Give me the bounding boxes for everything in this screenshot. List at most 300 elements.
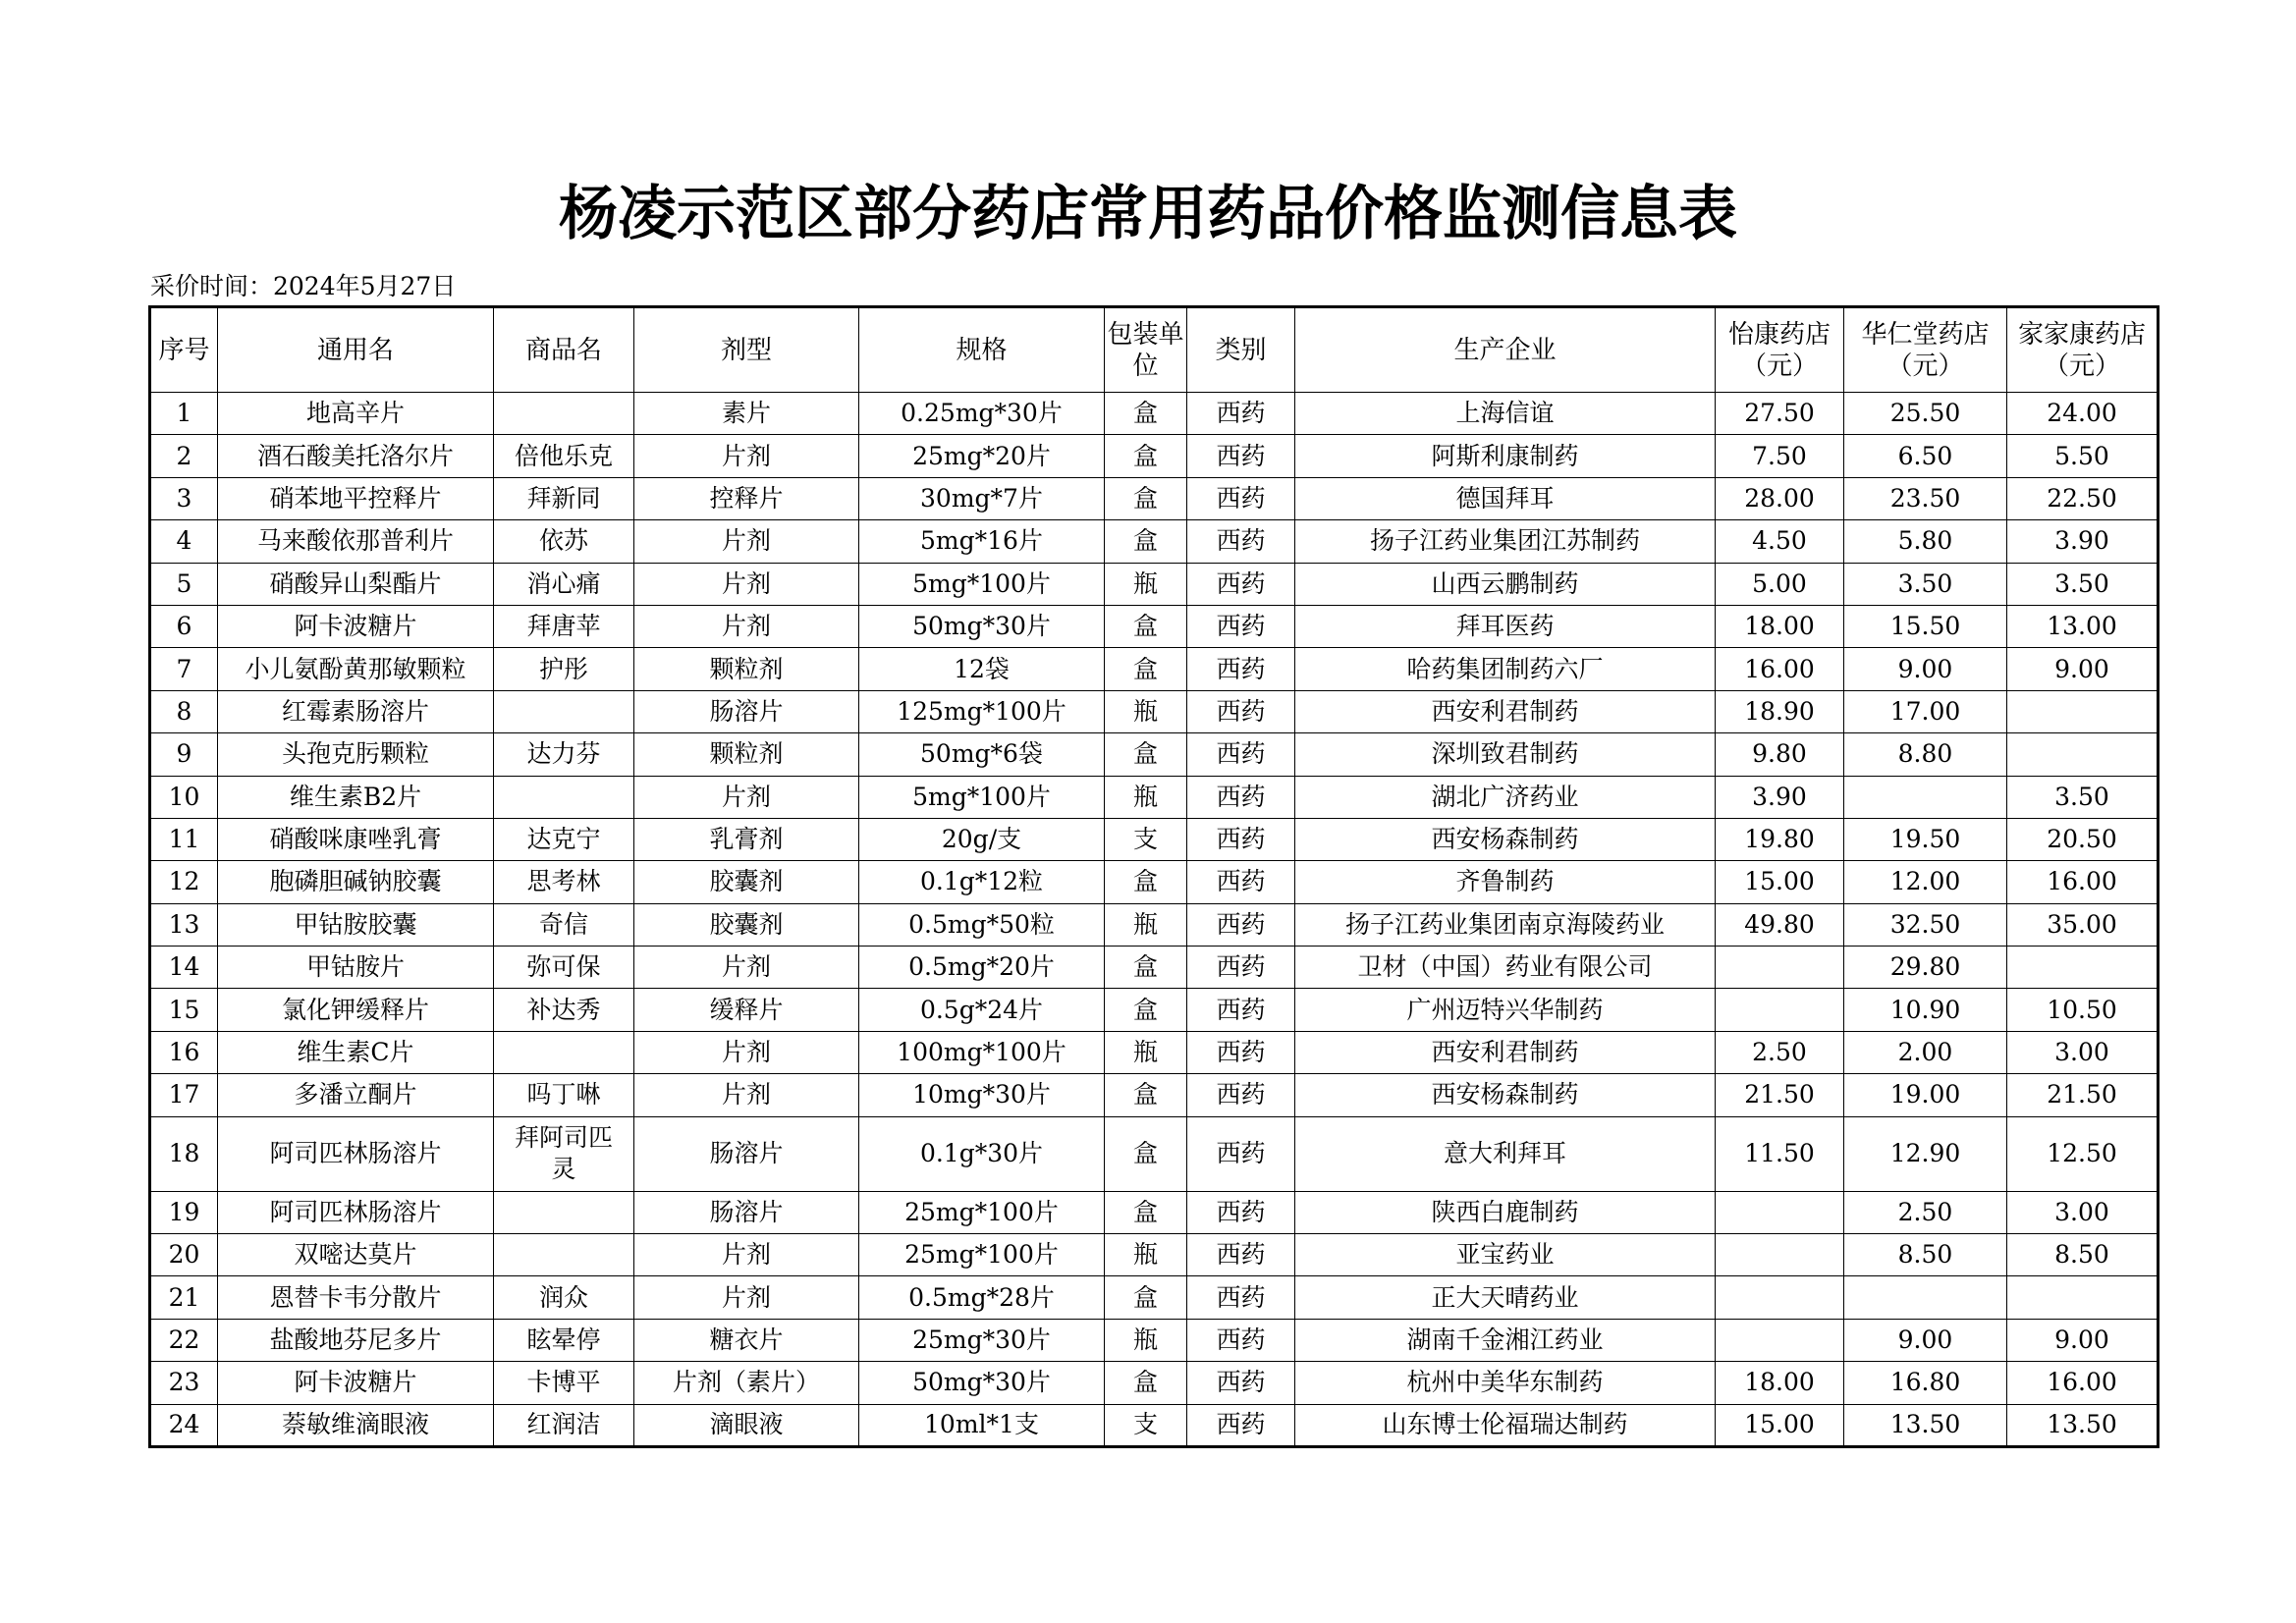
cell-dosage-form: 颗粒剂 <box>634 733 859 776</box>
cell-category: 西药 <box>1187 1116 1295 1191</box>
cell-price-yikang <box>1716 947 1844 989</box>
cell-specification: 30mg*7片 <box>859 477 1105 519</box>
cell-price-jiajiakang: 13.50 <box>2007 1404 2159 1446</box>
cell-dosage-form: 胶囊剂 <box>634 903 859 946</box>
cell-brand-name: 吗丁啉 <box>494 1074 634 1116</box>
cell-brand-name: 红润洁 <box>494 1404 634 1446</box>
cell-price-huarentang: 12.00 <box>1844 861 2007 903</box>
cell-price-jiajiakang: 35.00 <box>2007 903 2159 946</box>
table-row <box>150 1362 2159 1404</box>
cell-dosage-form: 胶囊剂 <box>634 861 859 903</box>
cell-specification: 0.1g*12粒 <box>859 861 1105 903</box>
cell-generic-name: 硝苯地平控释片 <box>218 477 494 519</box>
cell-generic-name: 多潘立酮片 <box>218 1074 494 1116</box>
cell-generic-name: 阿卡波糖片 <box>218 1362 494 1404</box>
cell-specification: 100mg*100片 <box>859 1031 1105 1073</box>
cell-price-jiajiakang: 9.00 <box>2007 648 2159 690</box>
cell-specification: 0.1g*30片 <box>859 1116 1105 1191</box>
cell-dosage-form: 糖衣片 <box>634 1319 859 1361</box>
cell-generic-name: 恩替卡韦分散片 <box>218 1276 494 1319</box>
cell-index: 24 <box>150 1404 218 1446</box>
cell-specification: 50mg*6袋 <box>859 733 1105 776</box>
cell-manufacturer: 齐鲁制药 <box>1295 861 1716 903</box>
cell-price-huarentang: 6.50 <box>1844 435 2007 477</box>
cell-package-unit: 盒 <box>1105 393 1187 435</box>
table-row <box>150 1404 2159 1446</box>
cell-brand-name: 补达秀 <box>494 989 634 1031</box>
cell-brand-name <box>494 393 634 435</box>
cell-specification: 0.25mg*30片 <box>859 393 1105 435</box>
cell-manufacturer: 西安利君制药 <box>1295 1031 1716 1073</box>
cell-specification: 12袋 <box>859 648 1105 690</box>
cell-category: 西药 <box>1187 1404 1295 1446</box>
table-row <box>150 1074 2159 1116</box>
cell-price-jiajiakang <box>2007 1276 2159 1319</box>
cell-category: 西药 <box>1187 818 1295 860</box>
cell-category: 西药 <box>1187 733 1295 776</box>
cell-price-huarentang <box>1844 1276 2007 1319</box>
cell-price-huarentang: 12.90 <box>1844 1116 2007 1191</box>
cell-category: 西药 <box>1187 861 1295 903</box>
cell-price-yikang <box>1716 1191 1844 1233</box>
cell-dosage-form: 片剂（素片） <box>634 1362 859 1404</box>
cell-index: 5 <box>150 563 218 605</box>
cell-specification: 0.5mg*28片 <box>859 1276 1105 1319</box>
cell-price-jiajiakang: 16.00 <box>2007 861 2159 903</box>
cell-generic-name: 小儿氨酚黄那敏颗粒 <box>218 648 494 690</box>
cell-price-jiajiakang: 3.90 <box>2007 520 2159 563</box>
header-category: 类别 <box>1187 307 1295 393</box>
table-row <box>150 947 2159 989</box>
cell-manufacturer: 拜耳医药 <box>1295 605 1716 647</box>
price-check-date: 采价时间：2024年5月27日 <box>150 272 457 300</box>
cell-package-unit: 盒 <box>1105 1116 1187 1191</box>
cell-index: 7 <box>150 648 218 690</box>
cell-price-yikang: 19.80 <box>1716 818 1844 860</box>
table-row <box>150 1191 2159 1233</box>
table-row <box>150 818 2159 860</box>
cell-manufacturer: 卫材（中国）药业有限公司 <box>1295 947 1716 989</box>
table-row <box>150 1319 2159 1361</box>
cell-price-yikang: 2.50 <box>1716 1031 1844 1073</box>
cell-package-unit: 瓶 <box>1105 776 1187 818</box>
cell-category: 西药 <box>1187 520 1295 563</box>
cell-price-jiajiakang <box>2007 947 2159 989</box>
cell-specification: 20g/支 <box>859 818 1105 860</box>
cell-specification: 0.5mg*20片 <box>859 947 1105 989</box>
cell-manufacturer: 意大利拜耳 <box>1295 1116 1716 1191</box>
table-body <box>150 393 2159 1447</box>
cell-index: 10 <box>150 776 218 818</box>
cell-brand-name <box>494 776 634 818</box>
table-row <box>150 690 2159 732</box>
cell-category: 西药 <box>1187 435 1295 477</box>
cell-brand-name: 倍他乐克 <box>494 435 634 477</box>
table-row <box>150 776 2159 818</box>
cell-price-yikang: 7.50 <box>1716 435 1844 477</box>
cell-category: 西药 <box>1187 1362 1295 1404</box>
cell-specification: 10ml*1支 <box>859 1404 1105 1446</box>
cell-price-yikang: 18.00 <box>1716 605 1844 647</box>
cell-price-jiajiakang: 3.00 <box>2007 1031 2159 1073</box>
table-row <box>150 903 2159 946</box>
cell-manufacturer: 正大天晴药业 <box>1295 1276 1716 1319</box>
cell-price-yikang: 15.00 <box>1716 1404 1844 1446</box>
cell-price-huarentang: 19.50 <box>1844 818 2007 860</box>
cell-category: 西药 <box>1187 393 1295 435</box>
cell-dosage-form: 肠溶片 <box>634 1116 859 1191</box>
cell-brand-name <box>494 690 634 732</box>
cell-manufacturer: 陕西白鹿制药 <box>1295 1191 1716 1233</box>
cell-generic-name: 双嘧达莫片 <box>218 1234 494 1276</box>
table-row <box>150 1116 2159 1191</box>
cell-category: 西药 <box>1187 776 1295 818</box>
cell-index: 18 <box>150 1116 218 1191</box>
cell-price-yikang: 28.00 <box>1716 477 1844 519</box>
cell-price-huarentang: 2.50 <box>1844 1191 2007 1233</box>
cell-manufacturer: 杭州中美华东制药 <box>1295 1362 1716 1404</box>
cell-price-jiajiakang: 24.00 <box>2007 393 2159 435</box>
cell-generic-name: 维生素C片 <box>218 1031 494 1073</box>
cell-price-yikang: 11.50 <box>1716 1116 1844 1191</box>
cell-manufacturer: 上海信谊 <box>1295 393 1716 435</box>
cell-package-unit: 盒 <box>1105 520 1187 563</box>
cell-price-jiajiakang: 12.50 <box>2007 1116 2159 1191</box>
cell-package-unit: 盒 <box>1105 435 1187 477</box>
cell-price-yikang <box>1716 1234 1844 1276</box>
cell-manufacturer: 德国拜耳 <box>1295 477 1716 519</box>
cell-dosage-form: 片剂 <box>634 776 859 818</box>
cell-index: 22 <box>150 1319 218 1361</box>
cell-specification: 125mg*100片 <box>859 690 1105 732</box>
cell-price-yikang: 4.50 <box>1716 520 1844 563</box>
cell-index: 4 <box>150 520 218 563</box>
cell-price-jiajiakang <box>2007 690 2159 732</box>
cell-category: 西药 <box>1187 477 1295 519</box>
table-row <box>150 563 2159 605</box>
cell-price-yikang <box>1716 1319 1844 1361</box>
cell-price-huarentang: 13.50 <box>1844 1404 2007 1446</box>
cell-brand-name: 拜阿司匹灵 <box>494 1116 634 1191</box>
cell-price-huarentang: 9.00 <box>1844 648 2007 690</box>
cell-generic-name: 甲钴胺胶囊 <box>218 903 494 946</box>
header-dosage-form: 剂型 <box>634 307 859 393</box>
cell-brand-name: 思考林 <box>494 861 634 903</box>
cell-brand-name: 眩晕停 <box>494 1319 634 1361</box>
cell-price-jiajiakang: 22.50 <box>2007 477 2159 519</box>
cell-generic-name: 盐酸地芬尼多片 <box>218 1319 494 1361</box>
cell-category: 西药 <box>1187 605 1295 647</box>
cell-category: 西药 <box>1187 947 1295 989</box>
table-row <box>150 477 2159 519</box>
cell-package-unit: 盒 <box>1105 605 1187 647</box>
cell-price-jiajiakang: 21.50 <box>2007 1074 2159 1116</box>
cell-manufacturer: 扬子江药业集团南京海陵药业 <box>1295 903 1716 946</box>
cell-price-yikang: 21.50 <box>1716 1074 1844 1116</box>
table-header-row <box>150 307 2159 393</box>
cell-specification: 25mg*30片 <box>859 1319 1105 1361</box>
cell-index: 3 <box>150 477 218 519</box>
cell-index: 19 <box>150 1191 218 1233</box>
cell-brand-name: 拜新同 <box>494 477 634 519</box>
cell-price-huarentang: 8.80 <box>1844 733 2007 776</box>
cell-index: 2 <box>150 435 218 477</box>
cell-manufacturer: 西安利君制药 <box>1295 690 1716 732</box>
cell-index: 14 <box>150 947 218 989</box>
cell-category: 西药 <box>1187 903 1295 946</box>
cell-price-jiajiakang: 3.50 <box>2007 563 2159 605</box>
cell-package-unit: 瓶 <box>1105 1031 1187 1073</box>
cell-brand-name: 消心痛 <box>494 563 634 605</box>
cell-price-huarentang: 3.50 <box>1844 563 2007 605</box>
cell-brand-name: 达克宁 <box>494 818 634 860</box>
cell-generic-name: 阿司匹林肠溶片 <box>218 1116 494 1191</box>
cell-dosage-form: 片剂 <box>634 1276 859 1319</box>
cell-generic-name: 红霉素肠溶片 <box>218 690 494 732</box>
cell-specification: 50mg*30片 <box>859 605 1105 647</box>
cell-price-huarentang: 29.80 <box>1844 947 2007 989</box>
header-generic-name: 通用名 <box>218 307 494 393</box>
cell-brand-name <box>494 1234 634 1276</box>
cell-package-unit: 瓶 <box>1105 563 1187 605</box>
cell-specification: 25mg*100片 <box>859 1191 1105 1233</box>
cell-dosage-form: 片剂 <box>634 605 859 647</box>
cell-price-yikang: 18.90 <box>1716 690 1844 732</box>
cell-category: 西药 <box>1187 563 1295 605</box>
table-row <box>150 733 2159 776</box>
cell-package-unit: 盒 <box>1105 989 1187 1031</box>
cell-dosage-form: 肠溶片 <box>634 690 859 732</box>
cell-price-huarentang: 19.00 <box>1844 1074 2007 1116</box>
cell-package-unit: 瓶 <box>1105 1234 1187 1276</box>
cell-category: 西药 <box>1187 1319 1295 1361</box>
cell-specification: 5mg*100片 <box>859 776 1105 818</box>
cell-package-unit: 盒 <box>1105 1191 1187 1233</box>
cell-generic-name: 地高辛片 <box>218 393 494 435</box>
cell-manufacturer: 湖南千金湘江药业 <box>1295 1319 1716 1361</box>
table-row <box>150 393 2159 435</box>
cell-generic-name: 阿司匹林肠溶片 <box>218 1191 494 1233</box>
cell-price-huarentang: 2.00 <box>1844 1031 2007 1073</box>
cell-category: 西药 <box>1187 1276 1295 1319</box>
cell-dosage-form: 片剂 <box>634 947 859 989</box>
cell-package-unit: 盒 <box>1105 1074 1187 1116</box>
cell-price-jiajiakang: 9.00 <box>2007 1319 2159 1361</box>
cell-package-unit: 盒 <box>1105 733 1187 776</box>
document-title: 杨凌示范区部分药店常用药品价格监测信息表 <box>559 180 1737 248</box>
header-store-yikang: 怡康药店（元） <box>1716 307 1844 393</box>
cell-dosage-form: 片剂 <box>634 1074 859 1116</box>
table-row <box>150 1276 2159 1319</box>
cell-brand-name: 卡博平 <box>494 1362 634 1404</box>
cell-package-unit: 瓶 <box>1105 690 1187 732</box>
cell-generic-name: 氯化钾缓释片 <box>218 989 494 1031</box>
cell-specification: 10mg*30片 <box>859 1074 1105 1116</box>
cell-index: 15 <box>150 989 218 1031</box>
cell-generic-name: 硝酸异山梨酯片 <box>218 563 494 605</box>
cell-dosage-form: 片剂 <box>634 520 859 563</box>
cell-category: 西药 <box>1187 690 1295 732</box>
cell-price-yikang <box>1716 1276 1844 1319</box>
cell-index: 6 <box>150 605 218 647</box>
price-table <box>148 305 2159 1448</box>
cell-manufacturer: 亚宝药业 <box>1295 1234 1716 1276</box>
cell-index: 1 <box>150 393 218 435</box>
cell-category: 西药 <box>1187 1234 1295 1276</box>
cell-specification: 0.5mg*50粒 <box>859 903 1105 946</box>
cell-generic-name: 酒石酸美托洛尔片 <box>218 435 494 477</box>
cell-index: 21 <box>150 1276 218 1319</box>
cell-specification: 25mg*20片 <box>859 435 1105 477</box>
cell-index: 20 <box>150 1234 218 1276</box>
cell-dosage-form: 控释片 <box>634 477 859 519</box>
cell-price-jiajiakang: 20.50 <box>2007 818 2159 860</box>
cell-package-unit: 盒 <box>1105 1276 1187 1319</box>
header-brand-name: 商品名 <box>494 307 634 393</box>
header-manufacturer: 生产企业 <box>1295 307 1716 393</box>
cell-index: 8 <box>150 690 218 732</box>
table-row <box>150 989 2159 1031</box>
cell-price-yikang: 5.00 <box>1716 563 1844 605</box>
cell-manufacturer: 山西云鹏制药 <box>1295 563 1716 605</box>
table-row <box>150 648 2159 690</box>
cell-specification: 25mg*100片 <box>859 1234 1105 1276</box>
cell-price-huarentang: 17.00 <box>1844 690 2007 732</box>
table-row <box>150 605 2159 647</box>
cell-price-huarentang: 32.50 <box>1844 903 2007 946</box>
cell-dosage-form: 片剂 <box>634 563 859 605</box>
cell-brand-name: 达力芬 <box>494 733 634 776</box>
header-store-huarentang: 华仁堂药店（元） <box>1844 307 2007 393</box>
cell-manufacturer: 深圳致君制药 <box>1295 733 1716 776</box>
cell-dosage-form: 乳膏剂 <box>634 818 859 860</box>
cell-price-huarentang: 9.00 <box>1844 1319 2007 1361</box>
cell-dosage-form: 缓释片 <box>634 989 859 1031</box>
cell-price-yikang: 18.00 <box>1716 1362 1844 1404</box>
cell-dosage-form: 片剂 <box>634 435 859 477</box>
cell-generic-name: 甲钴胺片 <box>218 947 494 989</box>
header-index: 序号 <box>150 307 218 393</box>
cell-specification: 50mg*30片 <box>859 1362 1105 1404</box>
cell-price-jiajiakang: 13.00 <box>2007 605 2159 647</box>
cell-brand-name: 依苏 <box>494 520 634 563</box>
cell-package-unit: 盒 <box>1105 1362 1187 1404</box>
cell-generic-name: 萘敏维滴眼液 <box>218 1404 494 1446</box>
cell-manufacturer: 阿斯利康制药 <box>1295 435 1716 477</box>
cell-index: 23 <box>150 1362 218 1404</box>
cell-generic-name: 硝酸咪康唑乳膏 <box>218 818 494 860</box>
cell-brand-name: 奇信 <box>494 903 634 946</box>
cell-package-unit: 瓶 <box>1105 1319 1187 1361</box>
cell-manufacturer: 广州迈特兴华制药 <box>1295 989 1716 1031</box>
cell-specification: 5mg*100片 <box>859 563 1105 605</box>
cell-price-huarentang: 8.50 <box>1844 1234 2007 1276</box>
cell-category: 西药 <box>1187 989 1295 1031</box>
cell-generic-name: 马来酸依那普利片 <box>218 520 494 563</box>
table-row <box>150 1031 2159 1073</box>
cell-package-unit: 盒 <box>1105 947 1187 989</box>
header-package-unit: 包装单位 <box>1105 307 1187 393</box>
cell-brand-name <box>494 1191 634 1233</box>
cell-generic-name: 阿卡波糖片 <box>218 605 494 647</box>
cell-specification: 0.5g*24片 <box>859 989 1105 1031</box>
cell-generic-name: 维生素B2片 <box>218 776 494 818</box>
cell-price-jiajiakang: 16.00 <box>2007 1362 2159 1404</box>
cell-index: 13 <box>150 903 218 946</box>
cell-index: 12 <box>150 861 218 903</box>
cell-index: 11 <box>150 818 218 860</box>
table-row <box>150 861 2159 903</box>
cell-index: 16 <box>150 1031 218 1073</box>
cell-price-jiajiakang: 3.50 <box>2007 776 2159 818</box>
cell-price-yikang: 49.80 <box>1716 903 1844 946</box>
cell-price-yikang: 15.00 <box>1716 861 1844 903</box>
cell-dosage-form: 肠溶片 <box>634 1191 859 1233</box>
cell-category: 西药 <box>1187 1031 1295 1073</box>
cell-brand-name: 拜唐苹 <box>494 605 634 647</box>
cell-package-unit: 盒 <box>1105 648 1187 690</box>
cell-manufacturer: 湖北广济药业 <box>1295 776 1716 818</box>
cell-manufacturer: 西安杨森制药 <box>1295 1074 1716 1116</box>
cell-brand-name: 护彤 <box>494 648 634 690</box>
cell-price-huarentang: 16.80 <box>1844 1362 2007 1404</box>
cell-price-yikang: 16.00 <box>1716 648 1844 690</box>
cell-package-unit: 瓶 <box>1105 903 1187 946</box>
cell-category: 西药 <box>1187 648 1295 690</box>
cell-package-unit: 盒 <box>1105 861 1187 903</box>
cell-price-huarentang <box>1844 776 2007 818</box>
cell-price-jiajiakang <box>2007 733 2159 776</box>
cell-price-yikang <box>1716 989 1844 1031</box>
table-row <box>150 435 2159 477</box>
cell-package-unit: 支 <box>1105 1404 1187 1446</box>
cell-category: 西药 <box>1187 1191 1295 1233</box>
cell-category: 西药 <box>1187 1074 1295 1116</box>
cell-price-jiajiakang: 5.50 <box>2007 435 2159 477</box>
cell-manufacturer: 西安杨森制药 <box>1295 818 1716 860</box>
cell-specification: 5mg*16片 <box>859 520 1105 563</box>
cell-package-unit: 盒 <box>1105 477 1187 519</box>
cell-package-unit: 支 <box>1105 818 1187 860</box>
cell-dosage-form: 片剂 <box>634 1031 859 1073</box>
cell-dosage-form: 片剂 <box>634 1234 859 1276</box>
cell-index: 17 <box>150 1074 218 1116</box>
cell-brand-name: 润众 <box>494 1276 634 1319</box>
cell-generic-name: 头孢克肟颗粒 <box>218 733 494 776</box>
cell-price-jiajiakang: 10.50 <box>2007 989 2159 1031</box>
cell-index: 9 <box>150 733 218 776</box>
cell-price-huarentang: 10.90 <box>1844 989 2007 1031</box>
cell-manufacturer: 哈药集团制药六厂 <box>1295 648 1716 690</box>
table-row <box>150 1234 2159 1276</box>
cell-brand-name: 弥可保 <box>494 947 634 989</box>
cell-price-huarentang: 15.50 <box>1844 605 2007 647</box>
cell-dosage-form: 素片 <box>634 393 859 435</box>
cell-price-huarentang: 23.50 <box>1844 477 2007 519</box>
cell-price-huarentang: 5.80 <box>1844 520 2007 563</box>
cell-price-yikang: 9.80 <box>1716 733 1844 776</box>
table-row <box>150 520 2159 563</box>
cell-dosage-form: 颗粒剂 <box>634 648 859 690</box>
cell-brand-name <box>494 1031 634 1073</box>
cell-price-yikang: 3.90 <box>1716 776 1844 818</box>
cell-generic-name: 胞磷胆碱钠胶囊 <box>218 861 494 903</box>
cell-price-jiajiakang: 8.50 <box>2007 1234 2159 1276</box>
cell-price-yikang: 27.50 <box>1716 393 1844 435</box>
cell-manufacturer: 扬子江药业集团江苏制药 <box>1295 520 1716 563</box>
cell-dosage-form: 滴眼液 <box>634 1404 859 1446</box>
cell-manufacturer: 山东博士伦福瑞达制药 <box>1295 1404 1716 1446</box>
